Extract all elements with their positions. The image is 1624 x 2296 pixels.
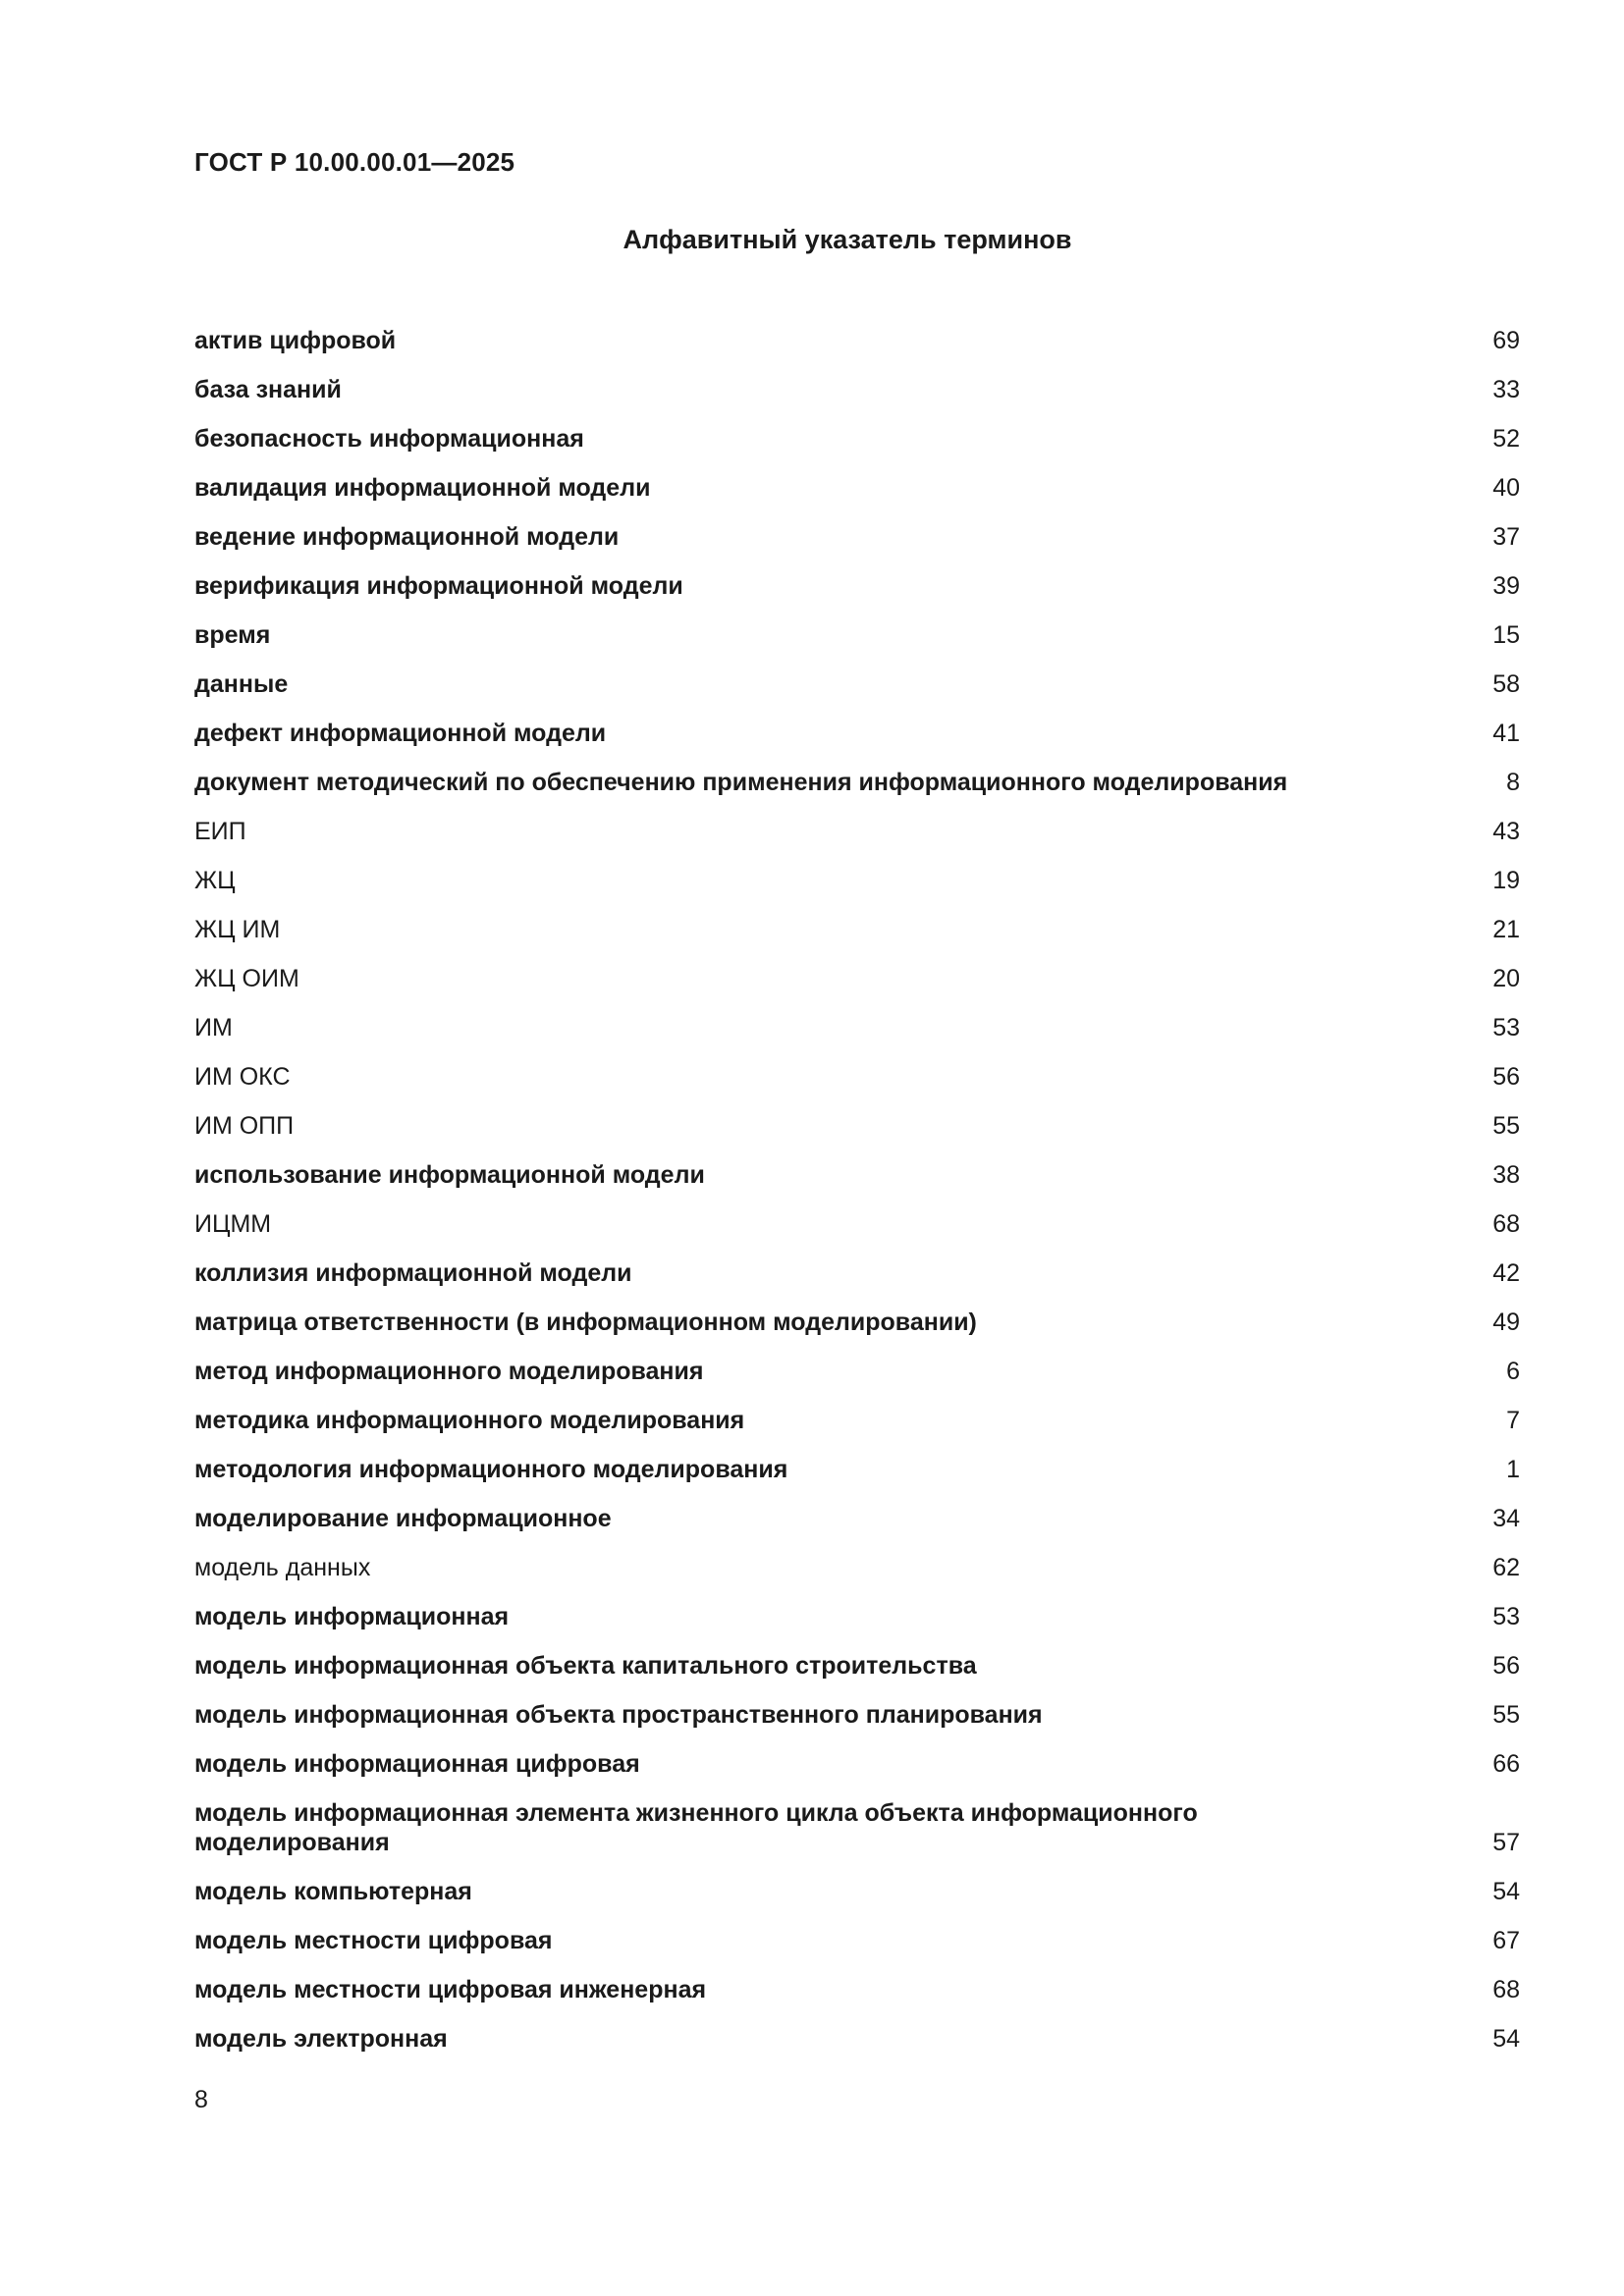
index-term: методология информационного моделирования bbox=[194, 1456, 788, 1483]
index-entry bbox=[194, 620, 1520, 669]
index-term: дефект информационной модели bbox=[194, 720, 607, 747]
index-page-ref: 49 bbox=[1492, 1308, 1520, 1336]
index-entry bbox=[194, 2024, 1520, 2073]
index-page-ref: 43 bbox=[1492, 818, 1520, 845]
index-page-ref: 21 bbox=[1492, 916, 1520, 943]
index-entry bbox=[194, 1602, 1520, 1651]
index-page-ref: 56 bbox=[1492, 1652, 1520, 1680]
index-page-ref: 54 bbox=[1492, 1878, 1520, 1905]
index-page-ref: 7 bbox=[1506, 1407, 1520, 1434]
index-term: методика информационного моделирования bbox=[194, 1407, 745, 1434]
index-entry bbox=[194, 1308, 1520, 1357]
index-term: использование информационной модели bbox=[194, 1161, 705, 1189]
index-page-ref: 58 bbox=[1492, 670, 1520, 698]
index-entry bbox=[194, 1553, 1520, 1602]
index-entry bbox=[194, 1700, 1520, 1749]
index-term: модель электронная bbox=[194, 2025, 448, 2053]
index-term: ИМ ОПП bbox=[194, 1112, 295, 1140]
index-page-ref: 37 bbox=[1492, 523, 1520, 551]
index-term: ИЦММ bbox=[194, 1210, 272, 1238]
index-page-ref: 41 bbox=[1492, 720, 1520, 747]
index-term: ЖЦ bbox=[194, 867, 236, 894]
index-term: ЕИП bbox=[194, 818, 246, 845]
index-page-ref: 40 bbox=[1492, 474, 1520, 502]
term-index-list bbox=[194, 326, 1520, 2073]
index-entry bbox=[194, 522, 1520, 571]
index-term: модель информационная bbox=[194, 1603, 510, 1630]
index-term: модель местности цифровая инженерная bbox=[194, 1976, 707, 2003]
index-entry bbox=[194, 1160, 1520, 1209]
index-entry bbox=[194, 375, 1520, 424]
index-entry bbox=[194, 866, 1520, 915]
index-page-ref: 15 bbox=[1492, 621, 1520, 649]
index-term: метод информационного моделирования bbox=[194, 1358, 704, 1385]
index-entry bbox=[194, 915, 1520, 964]
index-entry bbox=[194, 1013, 1520, 1062]
index-term: ИМ ОКС bbox=[194, 1063, 291, 1091]
index-page-ref: 19 bbox=[1492, 867, 1520, 894]
index-term: документ методический по обеспечению применения информационного моделирования bbox=[194, 769, 1288, 796]
index-entry bbox=[194, 768, 1520, 817]
index-entry bbox=[194, 424, 1520, 473]
index-page-ref: 1 bbox=[1506, 1456, 1520, 1483]
index-term: ЖЦ ИМ bbox=[194, 916, 281, 943]
index-entry bbox=[194, 817, 1520, 866]
index-term: ИМ bbox=[194, 1014, 233, 1041]
index-entry bbox=[194, 1209, 1520, 1258]
index-page-ref: 66 bbox=[1492, 1750, 1520, 1778]
index-term: коллизия информационной модели bbox=[194, 1259, 632, 1287]
index-term: модель данных bbox=[194, 1554, 371, 1581]
index-term: модель информационная объекта пространственного планирования bbox=[194, 1701, 1043, 1729]
index-entry bbox=[194, 669, 1520, 719]
index-term: данные bbox=[194, 670, 289, 698]
page-number: 8 bbox=[194, 2086, 208, 2113]
index-term: ЖЦ ОИМ bbox=[194, 965, 299, 992]
index-page-ref: 68 bbox=[1492, 1976, 1520, 2003]
index-term: модель информационная элемента жизненного цикла объекта информационного моделирования bbox=[194, 1799, 1198, 1856]
index-entry bbox=[194, 473, 1520, 522]
index-page-ref: 33 bbox=[1492, 376, 1520, 403]
index-term: модель местности цифровая bbox=[194, 1927, 553, 1954]
index-page-ref: 69 bbox=[1492, 327, 1520, 354]
index-entry bbox=[194, 719, 1520, 768]
index-term: база знаний bbox=[194, 376, 342, 403]
document-code-header: ГОСТ Р 10.00.00.01—2025 bbox=[194, 147, 515, 177]
index-page-ref: 54 bbox=[1492, 2025, 1520, 2053]
index-entry bbox=[194, 571, 1520, 620]
index-page-ref: 38 bbox=[1492, 1161, 1520, 1189]
index-entry bbox=[194, 1798, 1520, 1877]
index-page-ref: 39 bbox=[1492, 572, 1520, 600]
index-entry bbox=[194, 1357, 1520, 1406]
index-entry bbox=[194, 1455, 1520, 1504]
index-term: модель информационная цифровая bbox=[194, 1750, 640, 1778]
index-page-ref: 42 bbox=[1492, 1259, 1520, 1287]
index-page-ref: 55 bbox=[1492, 1701, 1520, 1729]
index-term: актив цифровой bbox=[194, 327, 397, 354]
index-term: время bbox=[194, 621, 271, 649]
index-entry bbox=[194, 1406, 1520, 1455]
index-page-ref: 68 bbox=[1492, 1210, 1520, 1238]
index-entry bbox=[194, 1877, 1520, 1926]
index-entry bbox=[194, 1062, 1520, 1111]
index-term: модель компьютерная bbox=[194, 1878, 472, 1905]
index-term: моделирование информационное bbox=[194, 1505, 612, 1532]
index-entry bbox=[194, 1504, 1520, 1553]
index-page-ref: 56 bbox=[1492, 1063, 1520, 1091]
index-page-ref: 20 bbox=[1492, 965, 1520, 992]
index-term: ведение информационной модели bbox=[194, 523, 620, 551]
index-entry bbox=[194, 1926, 1520, 1975]
index-entry bbox=[194, 326, 1520, 375]
index-entry bbox=[194, 1749, 1520, 1798]
index-page-ref: 53 bbox=[1492, 1603, 1520, 1630]
index-page-ref: 67 bbox=[1492, 1927, 1520, 1954]
index-term: валидация информационной модели bbox=[194, 474, 651, 502]
index-page-ref: 53 bbox=[1492, 1014, 1520, 1041]
index-term: матрица ответственности (в информационном моделировании) bbox=[194, 1308, 977, 1336]
index-title: Алфавитный указатель терминов bbox=[623, 225, 1072, 254]
index-page-ref: 34 bbox=[1492, 1505, 1520, 1532]
index-page-ref: 55 bbox=[1492, 1112, 1520, 1140]
index-page-ref: 57 bbox=[1492, 1829, 1520, 1856]
index-page-ref: 8 bbox=[1506, 769, 1520, 796]
index-page-ref: 52 bbox=[1492, 425, 1520, 453]
index-entry bbox=[194, 1975, 1520, 2024]
index-entry bbox=[194, 964, 1520, 1013]
index-term: безопасность информационная bbox=[194, 425, 584, 453]
index-entry bbox=[194, 1258, 1520, 1308]
index-term: модель информационная объекта капитального строительства bbox=[194, 1652, 977, 1680]
index-page-ref: 62 bbox=[1492, 1554, 1520, 1581]
index-entry bbox=[194, 1651, 1520, 1700]
index-term: верификация информационной модели bbox=[194, 572, 683, 600]
index-page-ref: 6 bbox=[1506, 1358, 1520, 1385]
index-entry bbox=[194, 1111, 1520, 1160]
